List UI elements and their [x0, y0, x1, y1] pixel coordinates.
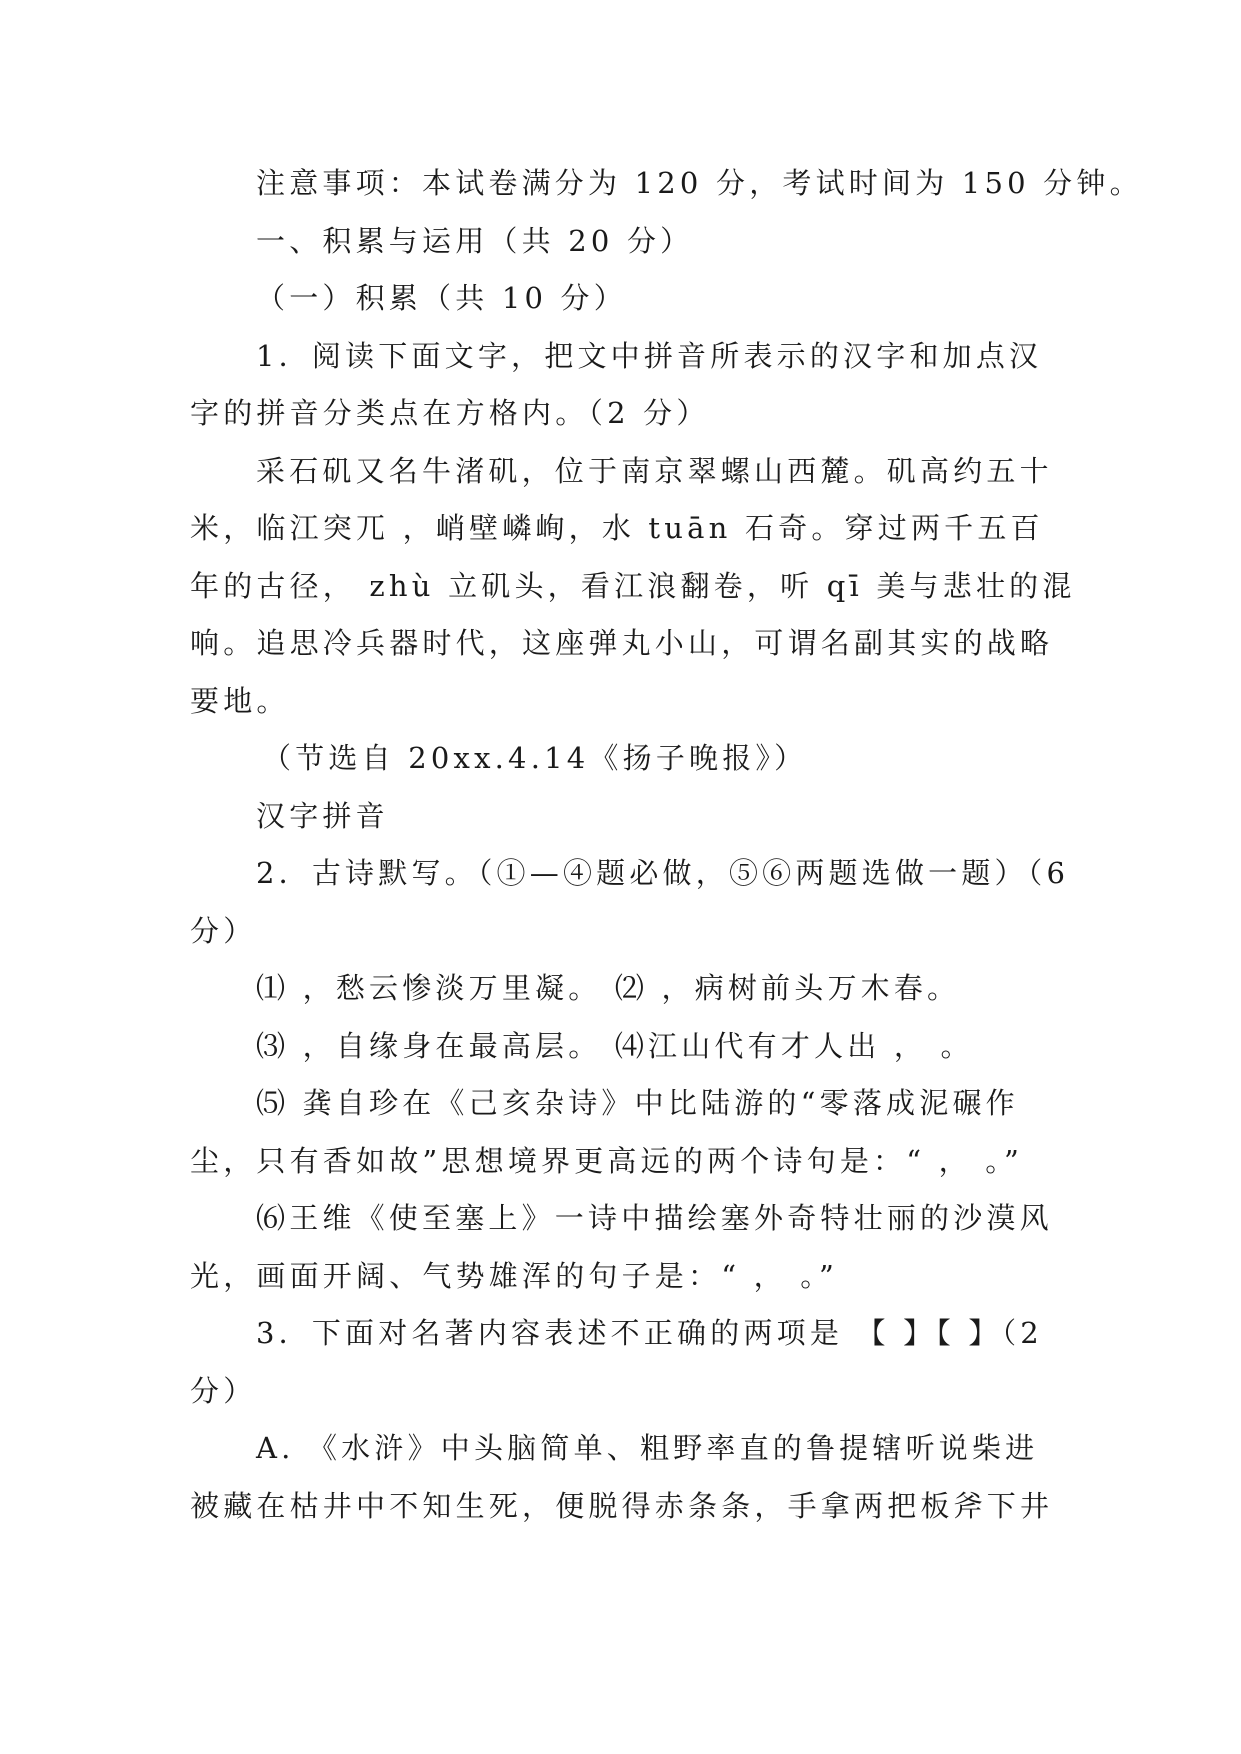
- answer-grid-label: 汉字拼音: [256, 798, 389, 833]
- poem-item-cont: 光，画面开阔、气势雄浑的句子是：“ ， 。”: [190, 1258, 838, 1293]
- passage-text: 要地。: [190, 683, 290, 718]
- question-2-text-cont: 分）: [190, 913, 257, 948]
- question-1-text-cont: 字的拼音分类点在方格内。（2 分）: [190, 396, 710, 430]
- passage-source: （节选自 20xx.4.14《扬子晚报》）: [262, 741, 808, 775]
- question-1-text: 1．阅读下面文字，把文中拼音所表示的汉字和加点汉: [256, 338, 1043, 373]
- subsection-heading: （一）积累（共 10 分）: [256, 281, 627, 315]
- passage-text: 米，临江突兀 ，峭壁嶙峋，水 tuān 石奇。穿过两千五百: [190, 511, 1044, 545]
- question-3-text-cont: 分）: [190, 1373, 257, 1408]
- poem-item: ⑶ ，自缘身在最高层。 ⑷江山代有才人出 ， 。: [256, 1028, 974, 1063]
- passage-text: 年的古径， zhù 立矶头，看江浪翻卷，听 qī 美与悲壮的混: [190, 568, 1076, 603]
- poem-item-cont: 尘，只有香如故”思想境界更高远的两个诗句是：“ ， 。”: [190, 1143, 1024, 1178]
- option-a-text: A. 《水浒》中头脑简单、粗野率直的鲁提辖听说柴进: [256, 1431, 1039, 1465]
- passage-text: 响。追思冷兵器时代，这座弹丸小山，可谓名副其实的战略: [190, 626, 1054, 660]
- poem-item: ⑹王维《使至塞上》一诗中描绘塞外奇特壮丽的沙漠风: [256, 1201, 1053, 1235]
- poem-item: ⑸ 龚自珍在《己亥杂诗》中比陆游的“零落成泥碾作: [256, 1086, 1019, 1120]
- passage-text: 采石矶又名牛渚矶，位于南京翠螺山西麓。矶高约五十: [256, 453, 1053, 488]
- exam-notice: 注意事项：本试卷满分为 120 分，考试时间为 150 分钟。: [256, 166, 1143, 200]
- option-a-text-cont: 被藏在枯井中不知生死，便脱得赤条条，手拿两把板斧下井: [190, 1488, 1054, 1523]
- question-3-text: 3．下面对名著内容表述不正确的两项是 【 】【 】（2: [256, 1316, 1043, 1350]
- poem-item: ⑴ ，愁云惨淡万里凝。 ⑵ ，病树前头万木春。: [256, 971, 961, 1005]
- section-heading: 一、积累与运用（共 20 分）: [256, 223, 694, 258]
- document-page: [190, 155, 1143, 1535]
- question-2-text: 2．古诗默写。（①—④题必做，⑤⑥两题选做一题）（6: [256, 856, 1070, 890]
